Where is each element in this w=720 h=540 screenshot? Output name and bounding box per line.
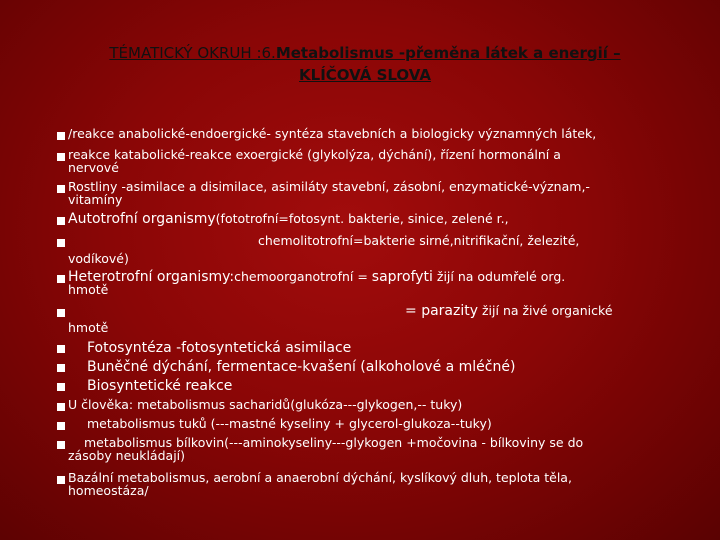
square-bullet-icon <box>57 132 65 140</box>
square-bullet-icon <box>57 217 65 225</box>
item-text: = <box>405 303 422 319</box>
square-bullet-icon <box>57 275 65 283</box>
item-text: Buněčné dýchání, fermentace-kvašení (alkoholové a mléčné) <box>87 359 516 375</box>
square-bullet-icon <box>57 185 65 193</box>
square-bullet-icon <box>57 153 65 161</box>
item-text: zásoby neukládají) <box>68 447 186 463</box>
item-keyword: Heterotrofní organismy: <box>68 269 235 285</box>
square-bullet-icon <box>57 383 65 391</box>
item-text: homeostáza/ <box>68 482 149 498</box>
title-subheading: KLÍČOVÁ SLOVA <box>299 66 431 84</box>
title-heading: Metabolismus -přeměna látek a energií – <box>275 44 621 62</box>
item-text: žijí na odumřelé org. <box>432 269 566 284</box>
square-bullet-icon <box>57 403 65 411</box>
item-text: Biosyntetické reakce <box>87 378 233 394</box>
item-text: hmotě <box>68 281 109 297</box>
item-keyword: parazity <box>421 303 479 319</box>
item-text: hmotě <box>68 320 109 335</box>
square-bullet-icon <box>57 239 65 247</box>
item-text: vodíkové) <box>68 251 129 266</box>
item-text: reakce katabolické-reakce exoergické (glykolýza, dýchání), řízení hormonální a <box>68 147 561 162</box>
item-keyword: Autotrofní organismy <box>68 211 216 227</box>
square-bullet-icon <box>57 441 65 449</box>
item-text: metabolismus bílkovin(---aminokyseliny---glykogen +močovina - bílkoviny se do <box>84 435 584 450</box>
square-bullet-icon <box>57 345 65 353</box>
item-text: Rostliny -asimilace a disimilace, asimiláty stavební, zásobní, enzymatické-význam,- <box>68 179 590 194</box>
square-bullet-icon <box>57 476 65 484</box>
title-topic: TÉMATICKÝ OKRUH :6. <box>109 44 276 62</box>
item-text: chemoorganotrofní = <box>234 269 372 284</box>
item-text: /reakce anabolické-endoergické- syntéza stavebních a biologicky významných látek, <box>68 126 597 141</box>
item-text: vitamíny <box>68 191 123 207</box>
item-text: Bazální metabolismus, aerobní a anaerobní dýchání, kyslíkový dluh, teplota těla, <box>68 470 572 485</box>
item-keyword: saprofyti <box>371 269 433 285</box>
item-text: U člověka: metabolismus sacharidů(glukóza---glykogen,-- tuky) <box>68 397 463 412</box>
item-text: nervové <box>68 159 119 175</box>
item-text: Fotosyntéza -fotosyntetická asimilace <box>87 340 352 356</box>
square-bullet-icon <box>57 422 65 430</box>
item-text: chemolitotrofní=bakterie sirné,nitrifikační, železité, <box>258 233 580 248</box>
square-bullet-icon <box>57 309 65 317</box>
item-text: žijí na živé organické <box>478 303 613 318</box>
item-text: metabolismus tuků (---mastné kyseliny + glycerol-glukoza--tuky) <box>87 416 492 431</box>
square-bullet-icon <box>57 364 65 372</box>
item-text: (fototrofní=fotosynt. bakterie, sinice, zelené r., <box>215 211 509 226</box>
